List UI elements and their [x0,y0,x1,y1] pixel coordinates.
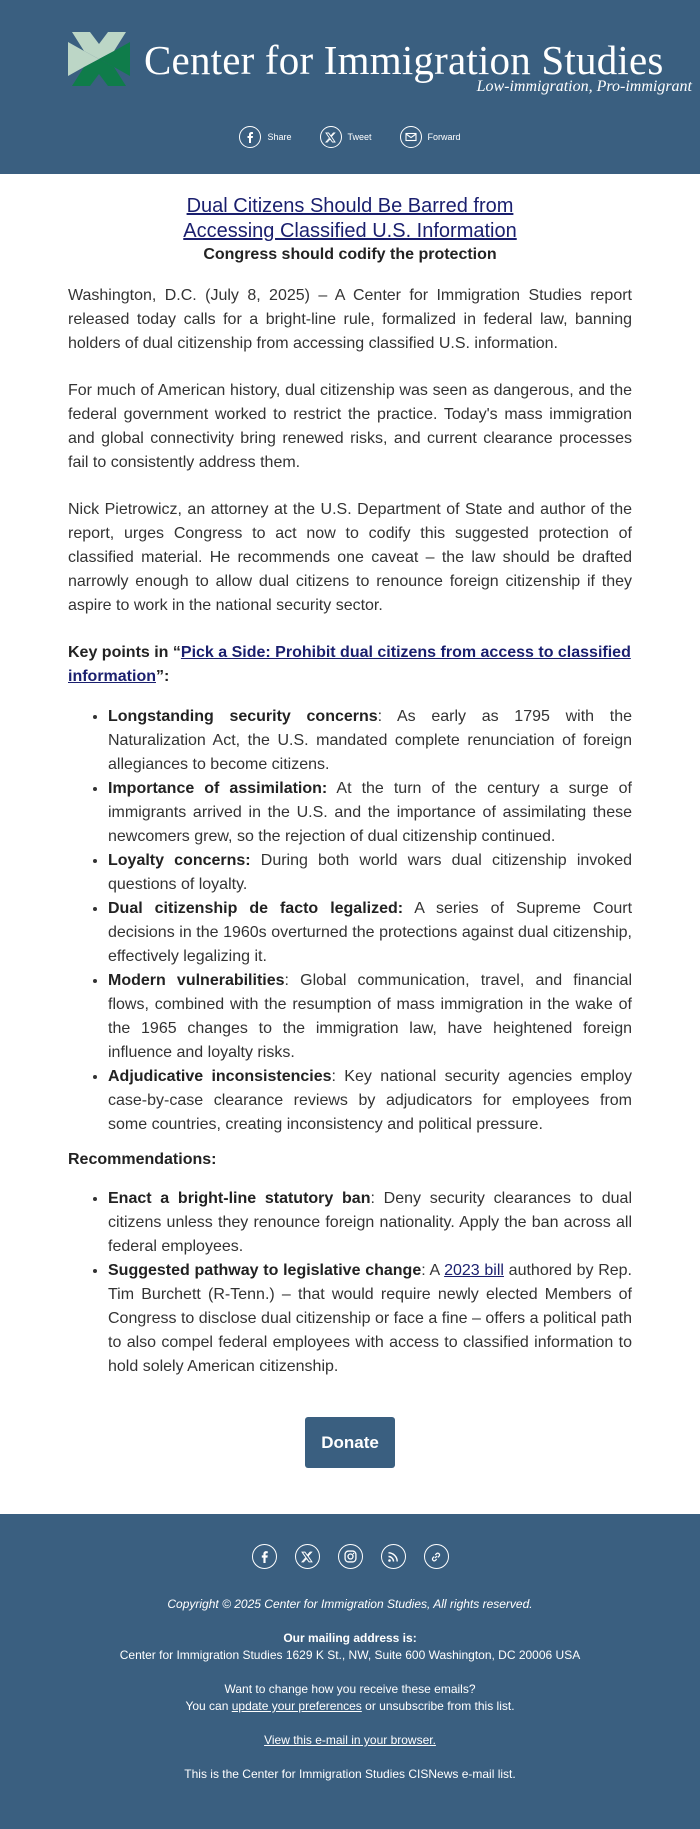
instagram-icon[interactable] [338,1544,363,1569]
copyright-prefix: Copyright © 2025 [167,1597,265,1611]
key-point-title: Dual citizenship de facto legalized: [108,900,404,917]
key-point-title: Modern vulnerabilities [108,972,285,989]
cis-logo-mark-icon [64,24,134,94]
preferences-suffix: or unsubscribe from this list. [361,1699,515,1713]
key-point-text: During both world wars dual citizenship invoked questions of loyalty. [108,852,632,893]
paragraph-intro: Washington, D.C. (July 8, 2025) – A Center for Immigration Studies report released today calls for a bright-line rule, formalized in federal law, banning holders of dual citizenship from accessing classified U.S. information. [68,287,632,352]
recommendation-title: Suggested pathway to legislative change [108,1262,422,1279]
key-points-prefix: Key points in “ [68,644,181,661]
mailing-address: Center for Immigration Studies 1629 K St., NW, Suite 600 Washington, DC 20006 USA [119,1648,581,1662]
key-point-sep: : [284,972,289,989]
share-button[interactable] [239,126,291,148]
key-point-title: Loyalty concerns: [108,852,251,869]
envelope-icon [400,126,422,148]
list-item [108,777,632,849]
change-line: Want to change how you receive these emails? [224,1682,476,1696]
share-label: Share [267,132,292,142]
donate-button[interactable]: Donate [305,1417,395,1468]
preferences-line [0,1699,700,1713]
key-point-sep: : [331,1068,336,1085]
report-link[interactable]: Pick a Side: Prohibit dual citizens from access to classified information [68,644,631,685]
org-name: Center for Immigration Studies [144,37,664,83]
article-subhead: Congress should codify the protection [203,246,497,263]
facebook-icon [239,126,261,148]
browser-line [0,1733,700,1747]
key-points-suffix: ”: [156,668,170,685]
article-body [0,194,700,1468]
key-point-title: Longstanding security concerns [108,708,378,725]
forward-label: Forward [427,132,461,142]
recommendation-title: Enact a bright-line statutory ban [108,1190,371,1207]
mailing-heading: Our mailing address is: [283,1631,417,1645]
share-bar [0,126,700,148]
list-item [108,849,632,897]
key-points-list [68,705,632,1137]
key-point-title: Importance of assimilation: [108,780,328,797]
paragraph-author: Nick Pietrowicz, an attorney at the U.S. Department of State and author of the report, urges Congress to act now to codify this suggested protection of classified material. He recommends one caveat – the law should be drafted narrowly enough to allow dual citizens to renounce foreign citizenship if they aspire to work in the national security sector. [68,501,632,614]
tweet-button[interactable] [320,126,372,148]
article-headline[interactable]: Dual Citizens Should Be Barred from Accessing Classified U.S. Information [183,195,517,242]
list-item [108,1065,632,1137]
bill-link[interactable]: 2023 bill [444,1262,504,1279]
recommendations-heading: Recommendations: [68,1151,217,1168]
update-preferences-link[interactable]: update your preferences [231,1699,362,1713]
recommendation-text-before: : A [421,1262,445,1279]
preferences-prefix: You can [185,1699,232,1713]
list-line: This is the Center for Immigration Studies CISNews e-mail list. [184,1767,516,1781]
list-item [108,705,632,777]
key-point-sep: : [377,708,383,725]
key-point-text: Key national security agencies employ case-by-case clearance reviews by adjudicators for employees from some countries, creating inconsistency and political pressure. [108,1068,633,1133]
org-tagline: Low-immigration, Pro-immigrant [476,78,692,95]
copyright-line [0,1597,700,1611]
list-item [108,969,632,1065]
key-point-text: As early as 1795 with the Naturalization Act, the U.S. mandated complete renunciation of foreign allegiances to become citizens. [108,708,632,773]
view-in-browser-link[interactable]: View this e-mail in your browser. [264,1733,436,1747]
tweet-label: Tweet [347,132,372,142]
email-header [0,0,700,174]
facebook-icon[interactable] [252,1544,277,1569]
recommendation-text-after: authored by Rep. Tim Burchett (R-Tenn.) – that would require newly elected Members of Congress to disclose dual citizenship or face a fine – offers a political path to also compel federal employees with access to classified information to hold solely American citizenship. [108,1262,633,1375]
paragraph-history: For much of American history, dual citizenship was seen as dangerous, and the federal government worked to restrict the practice. Today's mass immigration and global connectivity bring renewed risks, and current clearance processes fail to consistently address them. [68,382,632,471]
link-icon[interactable] [424,1544,449,1569]
list-item [108,1259,632,1379]
key-points-heading [68,641,632,689]
key-point-title: Adjudicative inconsistencies [108,1068,332,1085]
social-icons-row [0,1544,700,1569]
list-item [108,897,632,969]
cis-logo[interactable] [64,24,692,96]
x-icon [320,126,342,148]
recommendation-text: : Deny security clearances to dual citizens unless they renounce foreign nationality. Apply the ban across all federal employees. [108,1190,632,1255]
key-point-text: Global communication, travel, and financial flows, combined with the resumption of mass immigration in the wake of the 1965 changes to the immigration law, have heightened foreign influence and loyalty risks. [108,972,633,1061]
rss-icon[interactable] [381,1544,406,1569]
forward-button[interactable] [400,126,461,148]
key-point-text: A series of Supreme Court decisions in the 1960s overturned the protections against dual citizenship, effectively legalizing it. [108,900,633,965]
email-footer [0,1514,700,1829]
key-point-text: At the turn of the century a surge of immigrants arrived in the U.S. and the importance of assimilating these newcomers grew, so the rejection of dual citizenship continued. [108,780,633,845]
list-item [108,1187,632,1259]
x-icon[interactable] [295,1544,320,1569]
donate-section [68,1417,632,1468]
recommendations-list [68,1187,632,1379]
copyright-org: Center for Immigration Studies, All rights reserved. [264,1597,533,1611]
